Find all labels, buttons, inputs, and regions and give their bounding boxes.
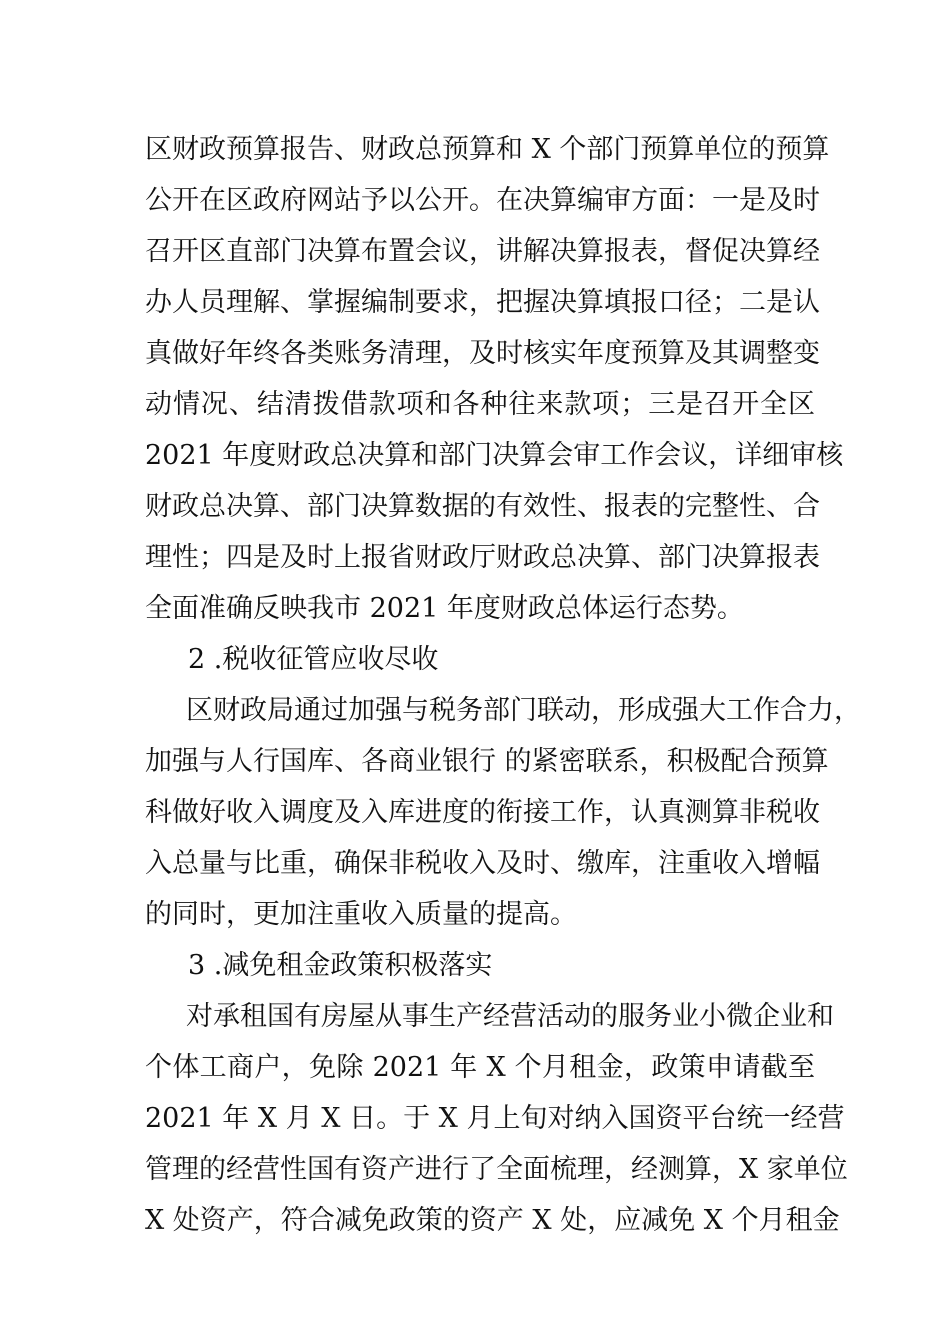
paragraph-3-line-2: 个体工商户，免除 2021 年 X 个月租金，政策申请截至 bbox=[145, 1052, 815, 1083]
paragraph-2-line-3: 科做好收入调度及入库进度的衔接工作，认真测算非税收 bbox=[145, 797, 820, 828]
paragraph-1-line-9: 理性；四是及时上报省财政厅财政总决算、部门决算报表 bbox=[145, 542, 820, 573]
paragraph-1-line-4: 办人员理解、掌握编制要求，把握决算填报口径；二是认 bbox=[145, 287, 820, 318]
paragraph-3-line-1: 对承租国有房屋从事生产经营活动的服务业小微企业和 bbox=[186, 1001, 834, 1032]
paragraph-2-line-2: 加强与人行国库、各商业银行 的紧密联系，积极配合预算 bbox=[145, 746, 829, 777]
paragraph-2-line-1: 区财政局通过加强与税务部门联动，形成强大工作合力， bbox=[186, 695, 861, 726]
paragraph-3-line-4: 管理的经营性国有资产进行了全面梳理，经测算，X 家单位 bbox=[145, 1154, 848, 1185]
paragraph-1-line-6: 动情况、结清拨借款项和各种往来款项；三是召开全区 bbox=[145, 389, 815, 420]
section-heading-3: 3 .减免租金政策积极落实 bbox=[188, 950, 493, 981]
paragraph-2-line-4: 入总量与比重，确保非税收入及时、缴库，注重收入增幅 bbox=[145, 848, 820, 879]
paragraph-1-line-10: 全面准确反映我市 2021 年度财政总体运行态势。 bbox=[145, 593, 744, 624]
paragraph-1-line-7: 2021 年度财政总决算和部门决算会审工作会议，详细审核 bbox=[145, 440, 844, 471]
paragraph-1-line-8: 财政总决算、部门决算数据的有效性、报表的完整性、合 bbox=[145, 491, 820, 522]
paragraph-1-line-2: 公开在区政府网站予以公开。在决算编审方面：一是及时 bbox=[145, 185, 820, 216]
paragraph-1-line-3: 召开区直部门决算布置会议，讲解决算报表，督促决算经 bbox=[145, 236, 820, 267]
paragraph-3-line-3: 2021 年 X 月 X 日。于 X 月上旬对纳入国资平台统一经营 bbox=[145, 1103, 845, 1134]
paragraph-2-line-5: 的同时，更加注重收入质量的提高。 bbox=[145, 899, 577, 930]
paragraph-1-line-5: 真做好年终各类账务清理，及时核实年度预算及其调整变 bbox=[145, 338, 820, 369]
section-heading-2: 2 .税收征管应收尽收 bbox=[188, 644, 439, 675]
paragraph-1-line-1: 区财政预算报告、财政总预算和 X 个部门预算单位的预算 bbox=[145, 134, 830, 165]
paragraph-3-line-5: X 处资产，符合减免政策的资产 X 处，应减免 X 个月租金 bbox=[145, 1205, 840, 1236]
